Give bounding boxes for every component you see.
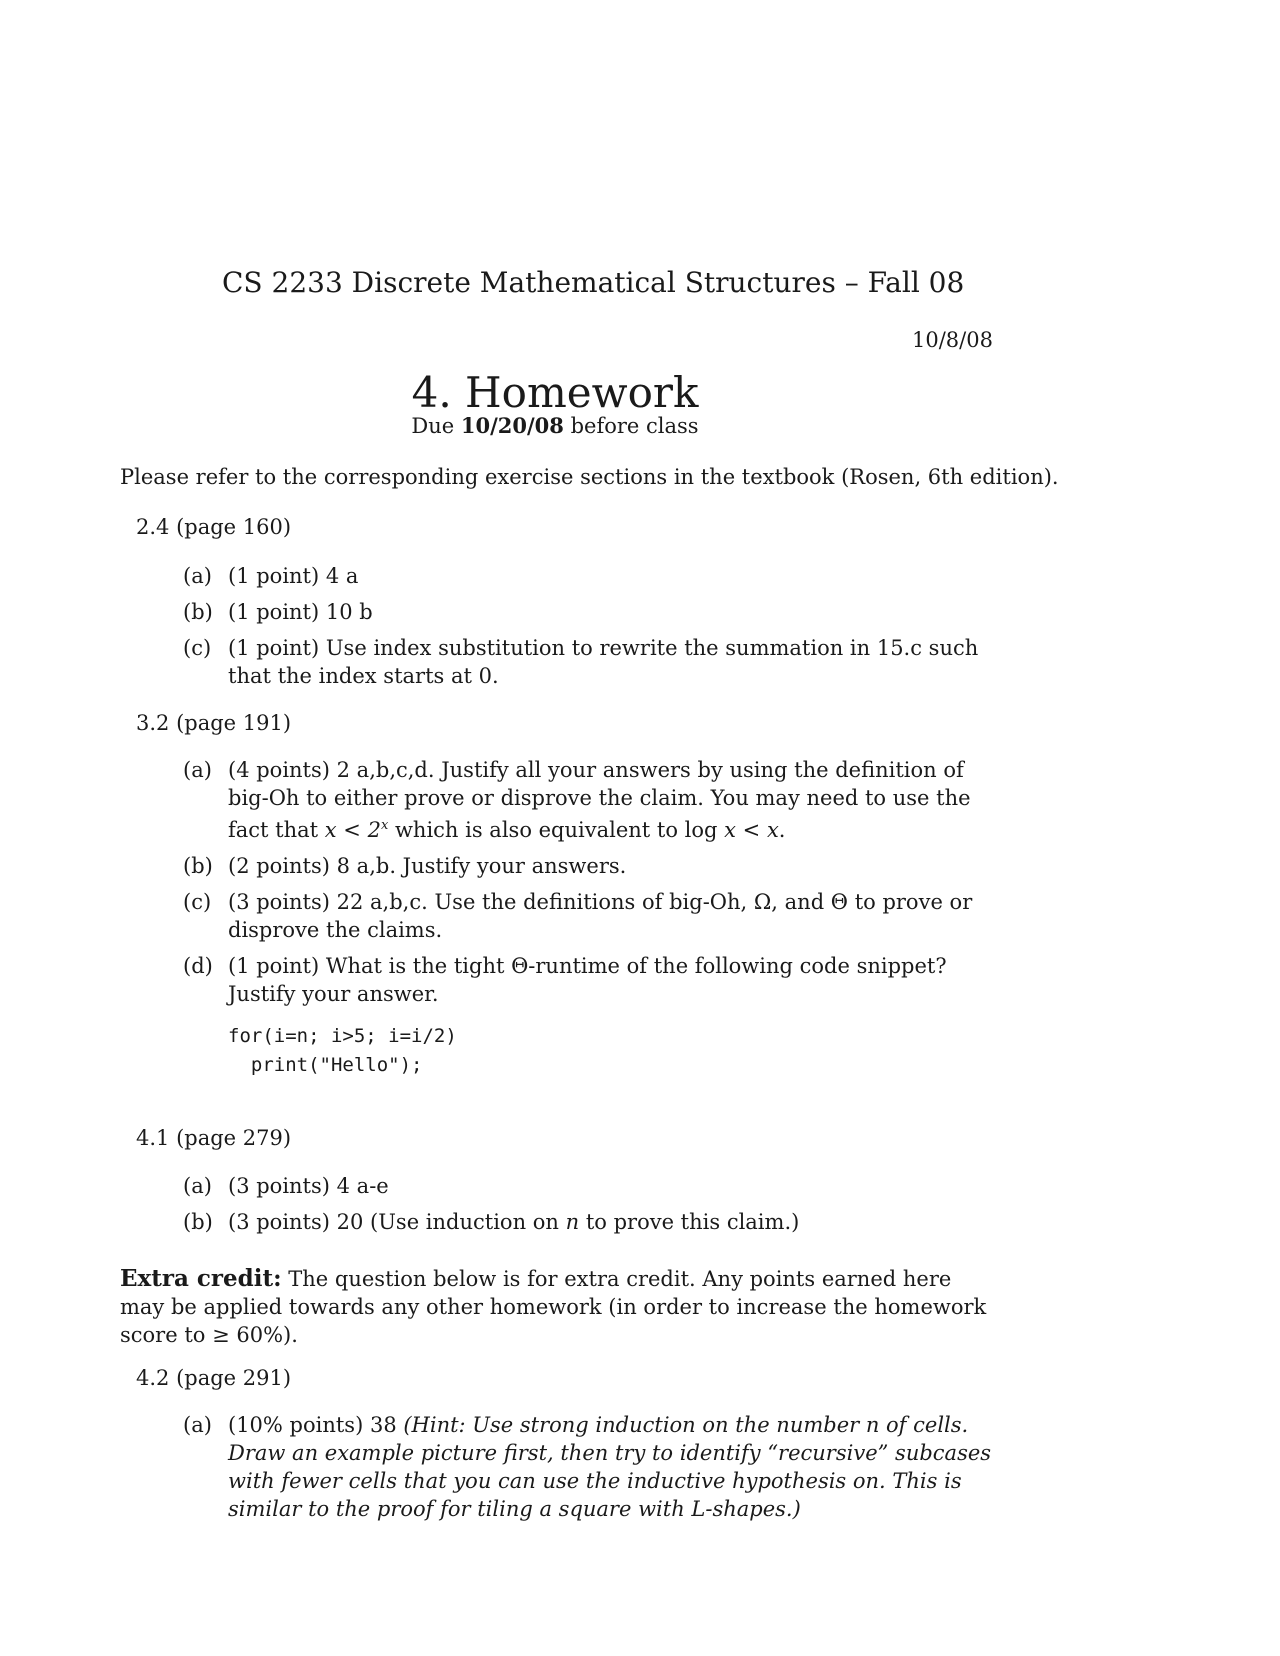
math-expression: x < x bbox=[724, 818, 779, 842]
section-heading-4-2: 4.2 (page 291) bbox=[136, 1366, 292, 1390]
item-text: (1 point) 4 a bbox=[228, 564, 359, 588]
extra-credit-label: Extra credit: bbox=[120, 1265, 282, 1292]
section-heading-2-4: 2.4 (page 160) bbox=[136, 515, 292, 539]
exercise-2-4-b bbox=[183, 598, 993, 626]
item-text: (1 point) Use index substitution to rewrite the summation in 15.c such that the index starts at 0. bbox=[228, 636, 979, 688]
item-label: (b) bbox=[183, 600, 213, 624]
item-label: (a) bbox=[183, 1413, 212, 1437]
math-base: x < 2 bbox=[324, 818, 381, 842]
item-label: (a) bbox=[183, 758, 212, 782]
exercise-3-2-c bbox=[183, 888, 993, 944]
item-text bbox=[228, 1411, 993, 1523]
item-label: (d) bbox=[183, 954, 213, 978]
exercise-3-2-d bbox=[183, 952, 993, 1008]
due-line bbox=[0, 413, 1110, 438]
item-text-post: . bbox=[778, 818, 786, 842]
item-text bbox=[228, 756, 993, 844]
exercise-3-2-a bbox=[183, 756, 993, 844]
due-suffix: before class bbox=[563, 414, 699, 438]
section-heading-3-2: 3.2 (page 191) bbox=[136, 711, 292, 735]
exercise-2-4-c bbox=[183, 634, 993, 690]
item-label: (b) bbox=[183, 854, 213, 878]
item-text-mid: which is also equivalent to log bbox=[388, 818, 725, 842]
extra-credit-text: The question below is for extra credit. Any points earned here may be applied towards any other homework (in order to increase the homework score to ≥ 60%). bbox=[120, 1267, 987, 1347]
item-text bbox=[228, 1208, 993, 1236]
exercise-4-1-b bbox=[183, 1208, 993, 1236]
math-exponent: x bbox=[380, 818, 389, 833]
math-expression bbox=[325, 818, 389, 842]
section-heading-4-1: 4.1 (page 279) bbox=[136, 1126, 292, 1150]
code-line-1: for(i=n; i>5; i=i/2) bbox=[228, 1025, 457, 1047]
item-text-post: to prove this claim.) bbox=[579, 1210, 800, 1234]
item-label: (c) bbox=[183, 890, 212, 914]
item-text: (2 points) 8 a,b. Justify your answers. bbox=[228, 854, 627, 878]
math-variable: n bbox=[565, 1210, 580, 1234]
item-text-pre: (3 points) 20 (Use induction on bbox=[228, 1210, 566, 1234]
extra-credit-note bbox=[120, 1265, 1000, 1349]
item-text: (3 points) 22 a,b,c. Use the definitions of big-Oh, Ω, and Θ to prove or disprove the claims. bbox=[228, 890, 973, 942]
exercise-3-2-b bbox=[183, 852, 993, 880]
item-text-pre: (10% points) 38 bbox=[228, 1413, 404, 1437]
course-title: CS 2233 Discrete Mathematical Structures – Fall 08 bbox=[222, 266, 965, 299]
item-label: (a) bbox=[183, 1174, 212, 1198]
exercise-2-4-a bbox=[183, 562, 993, 590]
homework-title: 4. Homework bbox=[411, 368, 699, 417]
intro-text: Please refer to the corresponding exercise sections in the textbook (Rosen, 6th edition). bbox=[120, 465, 1059, 489]
item-label: (a) bbox=[183, 564, 212, 588]
item-label: (b) bbox=[183, 1210, 213, 1234]
item-label: (c) bbox=[183, 636, 212, 660]
code-line-2: print("Hello"); bbox=[228, 1054, 423, 1076]
hint-text: (Hint: Use strong induction on the number n of cells. Draw an example picture first, then try to identify “recursive” subcases with fewer cells that you can use the inductive hypothesis on. This is similar to the proof for tiling a square with L-shapes.) bbox=[228, 1413, 992, 1521]
exercise-4-2-a bbox=[183, 1411, 993, 1523]
exercise-4-1-a bbox=[183, 1172, 993, 1200]
item-text: (3 points) 4 a-e bbox=[228, 1174, 389, 1198]
due-prefix: Due bbox=[411, 414, 461, 438]
assignment-date: 10/8/08 bbox=[912, 328, 993, 352]
due-date: 10/20/08 bbox=[460, 413, 564, 438]
item-text: (1 point) What is the tight Θ-runtime of the following code snippet? Justify your answer. bbox=[228, 954, 947, 1006]
item-text: (1 point) 10 b bbox=[228, 600, 373, 624]
item-text-pre: (4 points) 2 a,b,c,d. Justify all your answers by using the definition of big-Oh to either prove or disprove the claim. You may need to use the fact that bbox=[228, 758, 971, 842]
